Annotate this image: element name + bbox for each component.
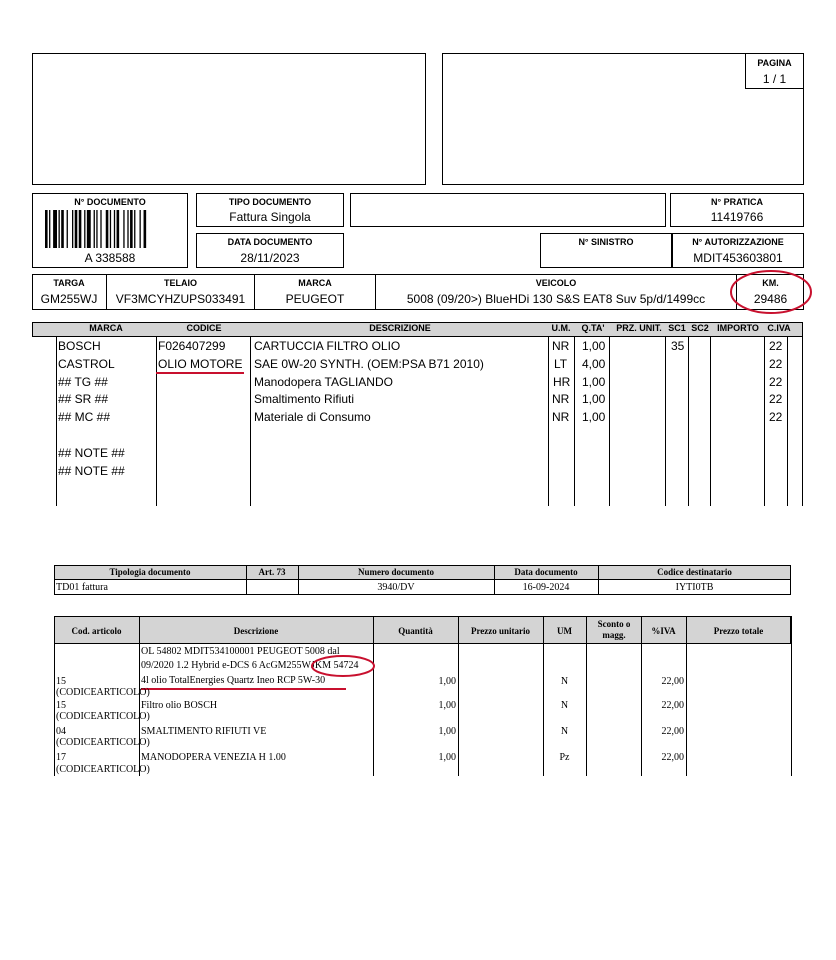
col-descrizione: DESCRIZIONE bbox=[369, 323, 431, 333]
meta-codice-dest-value: IYTI0TB bbox=[675, 582, 714, 593]
cell-codice: F026407299 bbox=[158, 339, 226, 353]
codice-red-underline bbox=[156, 372, 244, 374]
n-sinistro-box bbox=[540, 233, 672, 268]
cell-um: NR bbox=[552, 339, 570, 353]
km-label: KM. bbox=[762, 278, 779, 288]
meta-tipologia-value: TD01 fattura bbox=[56, 582, 108, 593]
n-sinistro-label: N° SINISTRO bbox=[578, 237, 634, 247]
cell-iva: 22,00 bbox=[661, 752, 684, 763]
cell-sc1: 35 bbox=[671, 339, 685, 353]
data-documento-label: DATA DOCUMENTO bbox=[227, 237, 313, 247]
cell-codsub: (CODICEARTICOLO) bbox=[56, 687, 150, 698]
meta-h-codice-dest: Codice destinatario bbox=[657, 567, 732, 577]
divider bbox=[548, 336, 549, 506]
col-civa: C.IVA bbox=[767, 323, 791, 333]
marca-value: PEUGEOT bbox=[285, 292, 345, 306]
targa-label: TARGA bbox=[53, 278, 85, 288]
desc-line: 09/2020 1.2 Hybrid e-DCS 6 AcGM255WJKM 54724 bbox=[141, 660, 359, 671]
divider bbox=[791, 616, 792, 776]
pagina-label: PAGINA bbox=[757, 58, 792, 68]
note-line: ## NOTE ## bbox=[58, 464, 125, 478]
divider bbox=[802, 336, 803, 506]
km-value: 29486 bbox=[753, 292, 788, 306]
col-qta: Q.TA' bbox=[581, 323, 605, 333]
cell-um: N bbox=[560, 726, 569, 737]
items2-h-desc: Descrizione bbox=[233, 626, 279, 636]
meta-h-data: Data documento bbox=[514, 567, 578, 577]
cell-descrizione: Materiale di Consumo bbox=[254, 410, 371, 424]
cell-civa: 22 bbox=[769, 375, 783, 389]
cell-qty: 1,00 bbox=[438, 752, 456, 763]
divider bbox=[574, 336, 575, 506]
telaio-label: TELAIO bbox=[164, 278, 197, 288]
cell-civa: 22 bbox=[769, 339, 783, 353]
cell-descrizione: Smaltimento Rifiuti bbox=[254, 392, 355, 406]
meta-h-numero: Numero documento bbox=[357, 567, 435, 577]
cell-iva: 22,00 bbox=[661, 700, 684, 711]
divider bbox=[250, 336, 251, 506]
telaio-value: VF3MCYHZUPS033491 bbox=[115, 292, 246, 306]
veicolo-value: 5008 (09/20>) BlueHDi 130 S&S EAT8 Suv 5p/d/1499cc bbox=[406, 292, 706, 306]
veicolo-label: VEICOLO bbox=[535, 278, 577, 288]
cell-um: LT bbox=[554, 357, 568, 371]
data-documento-value: 28/11/2023 bbox=[240, 251, 300, 265]
cell-marca: BOSCH bbox=[58, 339, 101, 353]
oil-red-underline bbox=[141, 688, 346, 690]
col-codice: CODICE bbox=[186, 323, 222, 333]
cell-um: HR bbox=[553, 375, 571, 389]
marca-label: MARCA bbox=[298, 278, 332, 288]
cell-codsub: (CODICEARTICOLO) bbox=[56, 711, 150, 722]
divider bbox=[764, 336, 765, 506]
items-header-row bbox=[0, 323, 836, 337]
items2-h-iva: %IVA bbox=[651, 626, 676, 636]
veicolo-cell bbox=[376, 274, 736, 310]
items2-h-totale: Prezzo totale bbox=[713, 626, 764, 636]
cell-um: NR bbox=[552, 392, 570, 406]
address-box-left bbox=[32, 53, 426, 185]
divider bbox=[787, 336, 788, 506]
items2-h-um: UM bbox=[557, 626, 572, 636]
cell-cod: 04 bbox=[56, 726, 66, 737]
marca-cell bbox=[255, 274, 375, 310]
n-pratica-label: N° PRATICA bbox=[711, 197, 763, 207]
cell-descrizione: Manodopera TAGLIANDO bbox=[254, 375, 393, 389]
barcode bbox=[45, 210, 175, 248]
cell-qta: 4,00 bbox=[582, 357, 606, 371]
divider bbox=[710, 336, 711, 506]
cell-iva: 22,00 bbox=[661, 676, 684, 687]
cell-um: NR bbox=[552, 410, 570, 424]
n-pratica-box bbox=[670, 193, 804, 227]
telaio-cell bbox=[107, 274, 254, 310]
cell-desc: Filtro olio BOSCH bbox=[141, 700, 218, 711]
cell-desc: SMALTIMENTO RIFIUTI VE bbox=[141, 726, 267, 737]
cell-codice: OLIO MOTORE bbox=[158, 357, 243, 371]
cell-desc: MANODOPERA VENEZIA H 1.00 bbox=[141, 752, 286, 763]
cell-um: N bbox=[560, 700, 569, 711]
meta-numero-value: 3940/DV bbox=[377, 582, 415, 593]
cell-civa: 22 bbox=[769, 392, 783, 406]
cell-marca: ## SR ## bbox=[58, 392, 109, 406]
cell-qta: 1,00 bbox=[582, 375, 606, 389]
cell-qty: 1,00 bbox=[438, 726, 456, 737]
n-pratica-value: 11419766 bbox=[710, 210, 764, 224]
cell-qta: 1,00 bbox=[582, 410, 606, 424]
col-sc2: SC2 bbox=[691, 323, 709, 333]
tipo-documento-value: Fattura Singola bbox=[229, 210, 311, 224]
n-documento-box bbox=[32, 193, 188, 268]
n-documento-value: A 338588 bbox=[84, 251, 136, 265]
desc-line: OL 54802 MDIT534100001 PEUGEOT 5008 dal bbox=[141, 646, 340, 657]
km-red-circle bbox=[728, 268, 814, 316]
divider bbox=[688, 336, 689, 506]
n-autorizzazione-value: MDIT453603801 bbox=[693, 251, 783, 265]
pagina-value: 1 / 1 bbox=[762, 72, 787, 86]
cell-qty: 1,00 bbox=[438, 700, 456, 711]
n-autorizzazione-label: N° AUTORIZZAZIONE bbox=[692, 237, 784, 247]
n-autorizzazione-box bbox=[672, 233, 804, 268]
items2-h-prezzo: Prezzo unitario bbox=[470, 626, 531, 636]
cell-um: Pz bbox=[559, 752, 570, 763]
cell-qta: 1,00 bbox=[582, 339, 606, 353]
col-um: U.M. bbox=[551, 323, 571, 333]
tipo-documento-label: TIPO DOCUMENTO bbox=[228, 197, 312, 207]
km-red-circle-2 bbox=[310, 654, 376, 678]
meta-data-value: 16-09-2024 bbox=[522, 582, 570, 593]
divider bbox=[458, 616, 459, 776]
cell-cod: 17 bbox=[56, 752, 66, 763]
divider bbox=[56, 336, 57, 506]
n-documento-label: N° DOCUMENTO bbox=[74, 197, 146, 207]
meta-h-tipologia: Tipologia documento bbox=[109, 567, 191, 577]
cell-civa: 22 bbox=[769, 357, 783, 371]
divider bbox=[54, 616, 55, 776]
items2-h-sconto: Sconto o magg. bbox=[597, 619, 631, 640]
divider bbox=[665, 336, 666, 506]
divider bbox=[686, 616, 687, 776]
targa-cell bbox=[32, 274, 106, 310]
cell-iva: 22,00 bbox=[661, 726, 684, 737]
blank-box bbox=[350, 193, 666, 227]
cell-cod: 15 bbox=[56, 700, 66, 711]
divider bbox=[156, 336, 157, 506]
cell-codsub: (CODICEARTICOLO) bbox=[56, 737, 150, 748]
col-sc1: SC1 bbox=[668, 323, 686, 333]
tipo-documento-box bbox=[196, 193, 344, 227]
cell-qta: 1,00 bbox=[582, 392, 606, 406]
divider bbox=[609, 336, 610, 506]
cell-um: N bbox=[560, 676, 569, 687]
cell-marca: ## TG ## bbox=[58, 375, 108, 389]
data-documento-box bbox=[196, 233, 344, 268]
targa-value: GM255WJ bbox=[40, 292, 98, 306]
divider bbox=[586, 616, 587, 776]
cell-descrizione: SAE 0W-20 SYNTH. (OEM:PSA B71 2010) bbox=[254, 357, 484, 371]
meta-h-art73: Art. 73 bbox=[258, 567, 286, 577]
cell-marca: ## MC ## bbox=[58, 410, 111, 424]
note-line: ## NOTE ## bbox=[58, 446, 125, 460]
items2-h-qty: Quantità bbox=[398, 626, 433, 636]
desc-line: 4l olio TotalEnergies Quartz Ineo RCP 5W-30 bbox=[141, 675, 326, 686]
col-marca: MARCA bbox=[89, 323, 123, 333]
items2-h-cod: Cod. articolo bbox=[71, 626, 122, 636]
cell-codsub: (CODICEARTICOLO) bbox=[56, 764, 150, 775]
cell-marca: CASTROL bbox=[58, 357, 115, 371]
cell-descrizione: CARTUCCIA FILTRO OLIO bbox=[254, 339, 401, 353]
page-box bbox=[745, 53, 804, 89]
cell-civa: 22 bbox=[769, 410, 783, 424]
col-prz-unit: PRZ. UNIT. bbox=[616, 323, 662, 333]
cell-qty: 1,00 bbox=[438, 676, 456, 687]
cell-cod: 15 bbox=[56, 676, 66, 687]
col-importo: IMPORTO bbox=[717, 323, 759, 333]
